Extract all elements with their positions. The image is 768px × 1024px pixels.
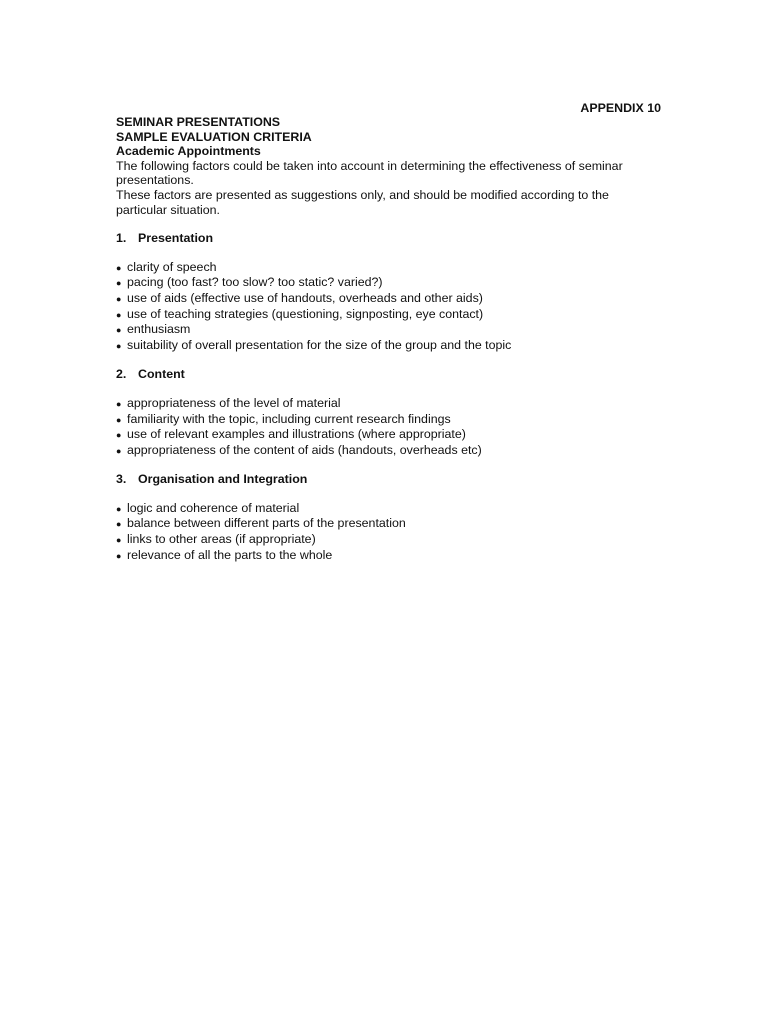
section-content xyxy=(116,367,661,458)
bullet-dot-icon: ● xyxy=(116,414,122,425)
bullet-dot-icon: ● xyxy=(116,445,122,456)
intro-paragraph-2: These factors are presented as suggestions only, and should be modified according to the particular situation. xyxy=(116,187,609,217)
bullet-list xyxy=(116,396,661,458)
list-item-text: use of teaching strategies (questioning, signposting, eye contact) xyxy=(127,306,484,321)
bullet-dot-icon: ● xyxy=(116,278,122,289)
list-item xyxy=(116,501,661,517)
list-item xyxy=(116,307,661,323)
list-item-text: enthusiasm xyxy=(127,322,191,337)
bullet-dot-icon: ● xyxy=(116,398,122,409)
section-heading xyxy=(116,231,661,246)
bullet-list xyxy=(116,501,661,563)
list-item xyxy=(116,412,661,428)
list-item-text: pacing (too fast? too slow? too static? varied?) xyxy=(127,275,383,290)
list-item xyxy=(116,322,661,338)
section-heading xyxy=(116,472,661,487)
list-item-text: appropriateness of the content of aids (handouts, overheads etc) xyxy=(127,442,482,457)
list-item xyxy=(116,291,661,307)
list-item-text: use of relevant examples and illustrations (where appropriate) xyxy=(127,427,466,442)
list-item xyxy=(116,516,661,532)
section-title: Presentation xyxy=(138,231,214,246)
section-organisation-integration xyxy=(116,472,661,563)
list-item-text: use of aids (effective use of handouts, overheads and other aids) xyxy=(127,290,483,305)
list-item xyxy=(116,427,661,443)
title-line-2: SAMPLE EVALUATION CRITERIA xyxy=(116,129,312,144)
list-item-text: balance between different parts of the presentation xyxy=(127,516,406,531)
list-item-text: logic and coherence of material xyxy=(127,500,300,515)
list-item xyxy=(116,338,661,354)
section-title: Organisation and Integration xyxy=(138,472,308,487)
appendix-label: APPENDIX 10 xyxy=(580,101,661,115)
list-item-text: suitability of overall presentation for the size of the group and the topic xyxy=(127,337,512,352)
section-heading xyxy=(116,367,661,382)
list-item xyxy=(116,260,661,276)
title-line-3: Academic Appointments xyxy=(116,144,261,159)
section-presentation xyxy=(116,231,661,353)
list-item-text: links to other areas (if appropriate) xyxy=(127,532,316,547)
list-item xyxy=(116,532,661,548)
list-item xyxy=(116,443,661,459)
list-item xyxy=(116,275,661,291)
list-item-text: appropriateness of the level of material xyxy=(127,395,341,410)
list-item xyxy=(116,548,661,564)
list-item-text: clarity of speech xyxy=(127,259,217,274)
title-line-1: SEMINAR PRESENTATIONS xyxy=(116,115,281,129)
document-body xyxy=(116,115,661,563)
section-number: 3. xyxy=(116,472,127,487)
list-item-text: relevance of all the parts to the whole xyxy=(127,547,333,562)
list-item-text: familiarity with the topic, including current research findings xyxy=(127,411,451,426)
bullet-dot-icon: ● xyxy=(116,430,122,441)
bullet-dot-icon: ● xyxy=(116,550,122,561)
intro-paragraph-1: The following factors could be taken into account in determining the effectiveness of seminar presentations. xyxy=(116,158,623,188)
bullet-dot-icon: ● xyxy=(116,293,122,304)
list-item xyxy=(116,396,661,412)
bullet-list xyxy=(116,260,661,354)
bullet-dot-icon: ● xyxy=(116,262,122,273)
bullet-dot-icon: ● xyxy=(116,519,122,530)
bullet-dot-icon: ● xyxy=(116,535,122,546)
section-title: Content xyxy=(138,367,185,382)
bullet-dot-icon: ● xyxy=(116,309,122,320)
section-number: 2. xyxy=(116,367,127,382)
bullet-dot-icon: ● xyxy=(116,325,122,336)
title-block xyxy=(116,115,661,159)
section-number: 1. xyxy=(116,231,127,246)
bullet-dot-icon: ● xyxy=(116,503,122,514)
bullet-dot-icon: ● xyxy=(116,340,122,351)
